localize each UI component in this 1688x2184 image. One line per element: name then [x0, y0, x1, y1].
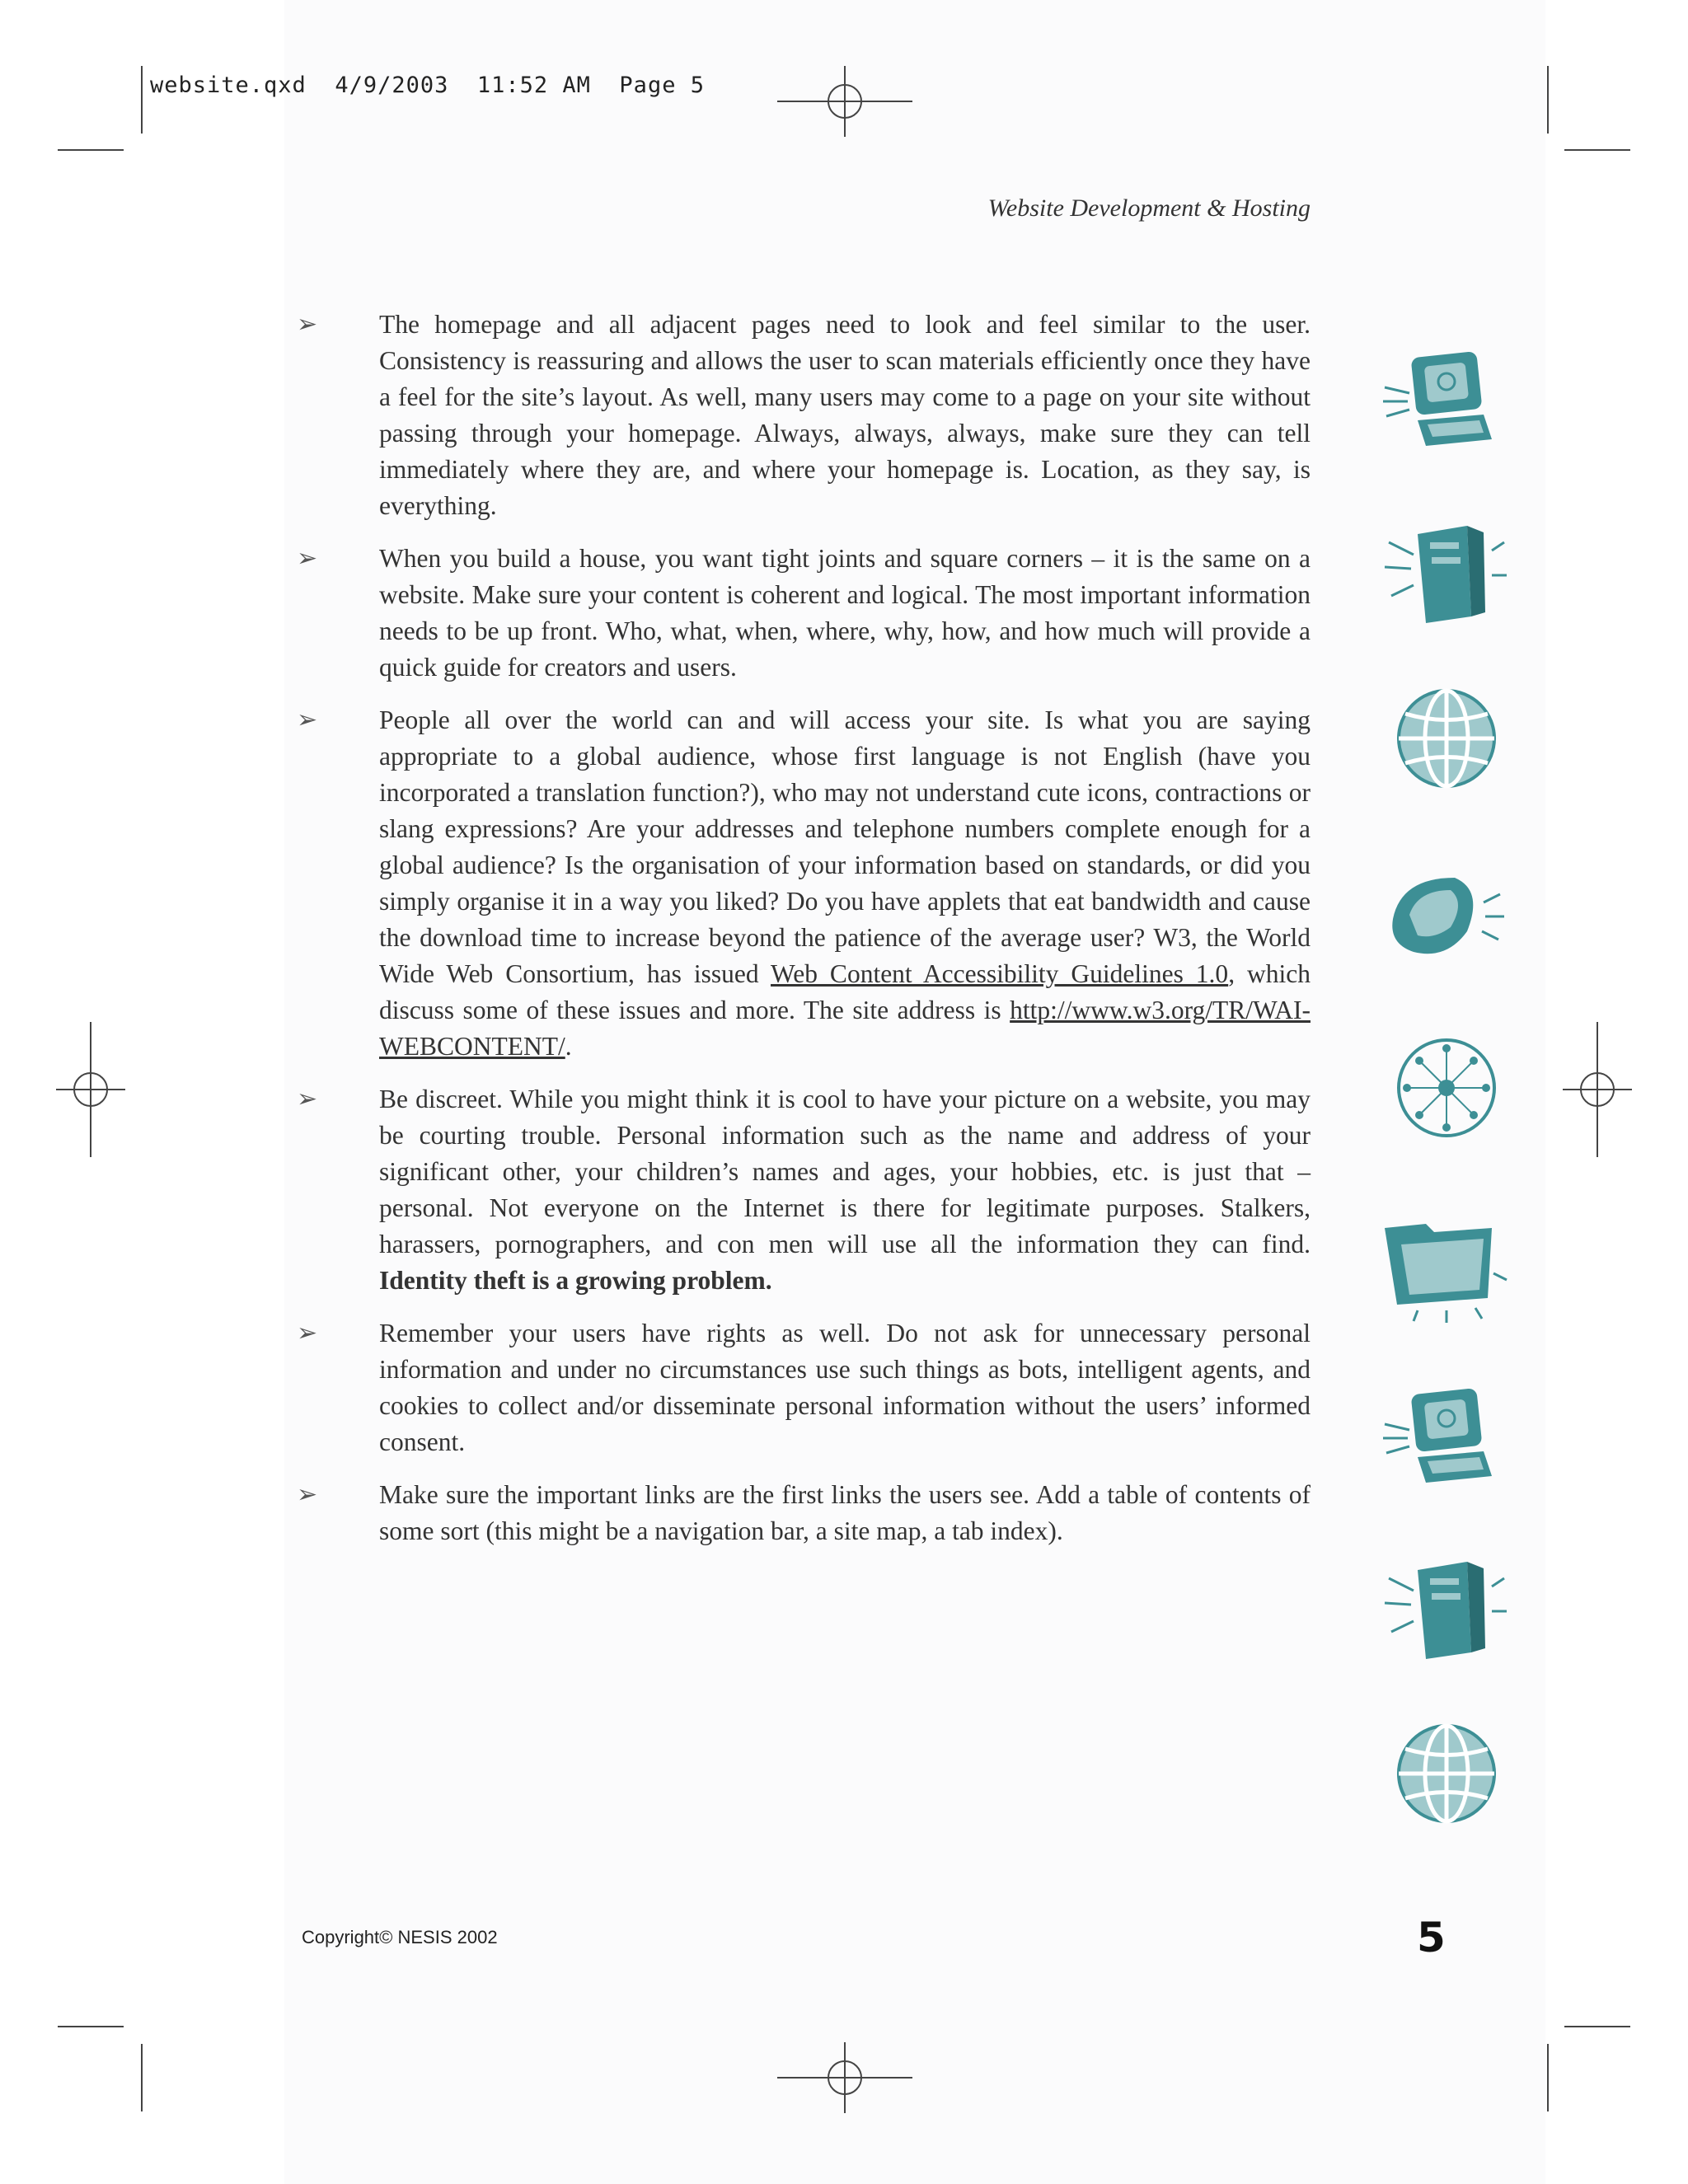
list-item [297, 702, 1311, 1065]
globe-icon [1368, 1716, 1508, 1831]
network-icon [1368, 1030, 1508, 1146]
registration-mark-left [56, 1022, 125, 1157]
arrow-bullet-icon: ➢ [297, 1480, 318, 1509]
list-item [297, 1315, 1311, 1460]
guidelines-link[interactable]: Web Content Accessibility Guidelines 1.0 [771, 959, 1229, 988]
crop-mark [1547, 2044, 1549, 2111]
list-item [297, 307, 1311, 524]
registration-mark-bottom [777, 2042, 912, 2113]
crop-mark [141, 66, 143, 134]
bullet-text: When you build a house, you want tight joints and square corners – it is the same on a website. Make sure your content is coherent and logical. The most important information needs to be up front. Who, what, when, where, why, how, and how much will provide a quick guide for creators and users. [379, 544, 1311, 682]
folder-icon [1368, 1207, 1508, 1323]
list-item [297, 541, 1311, 686]
copyright-footer: Copyright© NESIS 2002 [302, 1927, 498, 1947]
crop-mark [58, 149, 124, 151]
registration-mark-right [1563, 1022, 1632, 1157]
bullet-text: Remember your users have rights as well. Do not ask for unnecessary personal information and under no circumstances use such things as bots, intelligent agents, and cookies to collect and/or disseminate personal information without the users’ informed consent. [379, 1319, 1311, 1456]
bullet-text: , which discuss some of these issues and more. The site address is [379, 959, 1311, 1024]
arrow-bullet-icon: ➢ [297, 705, 318, 734]
running-head: Website Development & Hosting [987, 194, 1311, 222]
w3-url-link[interactable]: http://www.w3.org/TR/WAI-WEBCONTENT/ [379, 996, 1311, 1061]
bullet-text: Make sure the important links are the first links the users see. Add a table of contents of some sort (this might be a navigation bar, a site map, a tab index). [379, 1480, 1311, 1545]
crop-mark [141, 2044, 143, 2111]
list-item [297, 1081, 1311, 1299]
computer-icon [1368, 342, 1508, 457]
bold-warning: Identity theft is a growing problem. [379, 1266, 772, 1295]
arrow-bullet-icon: ➢ [297, 1319, 318, 1347]
bullet-text: The homepage and all adjacent pages need to look and feel similar to the user. Consistency is reassuring and allows the user to scan materials efficiently once they have a feel for the site’s layout. As well, many users may come to a page on your site without passing through your homepage. Always, always, always, make sure they can tell immediately where they are, and where your homepage is. Location, as they say, is everything. [379, 310, 1311, 520]
server-tower-icon [1368, 518, 1508, 633]
crop-mark [58, 2026, 124, 2027]
crop-mark [1564, 2026, 1630, 2027]
arrow-bullet-icon: ➢ [297, 1085, 318, 1113]
bullet-text: Be discreet. While you might think it is cool to have your picture on a website, you may be courting trouble. Personal information such as the name and address of your significant other, your children’s names and ages, your hobbies, etc. is just that – personal. Not everyone on the Internet is there for legitimate purposes. Stalkers, harassers, pornographers, and con men will use all the information they can find. [379, 1085, 1311, 1258]
bullet-text: . [565, 1032, 572, 1061]
bullet-list [297, 307, 1311, 1567]
computer-icon [1368, 1379, 1508, 1494]
list-item [297, 1477, 1311, 1549]
arrow-bullet-icon: ➢ [297, 544, 318, 573]
crop-mark [1547, 66, 1549, 134]
crop-mark [1564, 149, 1630, 151]
print-slug: website.qxd 4/9/2003 11:52 AM Page 5 [150, 73, 705, 98]
registration-mark-top [777, 66, 912, 137]
bullet-text: People all over the world can and will access your site. Is what you are saying appropriate to a global audience, whose first language is not English (have you incorporated a translation function?), who may not understand cute icons, contractions or slang expressions? Are your addresses and telephone numbers complete enough for a global audience? Is the organisation of your information based on standards, or did you simply organise it in a way you liked? Do you have applets that eat bandwidth and cause the download time to increase beyond the patience of the average user? W3, the World Wide Web Consortium, has issued [379, 705, 1311, 988]
page-number: 5 [1417, 1914, 1446, 1961]
globe-icon [1368, 681, 1508, 796]
arrow-bullet-icon: ➢ [297, 310, 318, 339]
server-tower-icon [1368, 1554, 1508, 1669]
mouse-icon [1368, 857, 1508, 972]
